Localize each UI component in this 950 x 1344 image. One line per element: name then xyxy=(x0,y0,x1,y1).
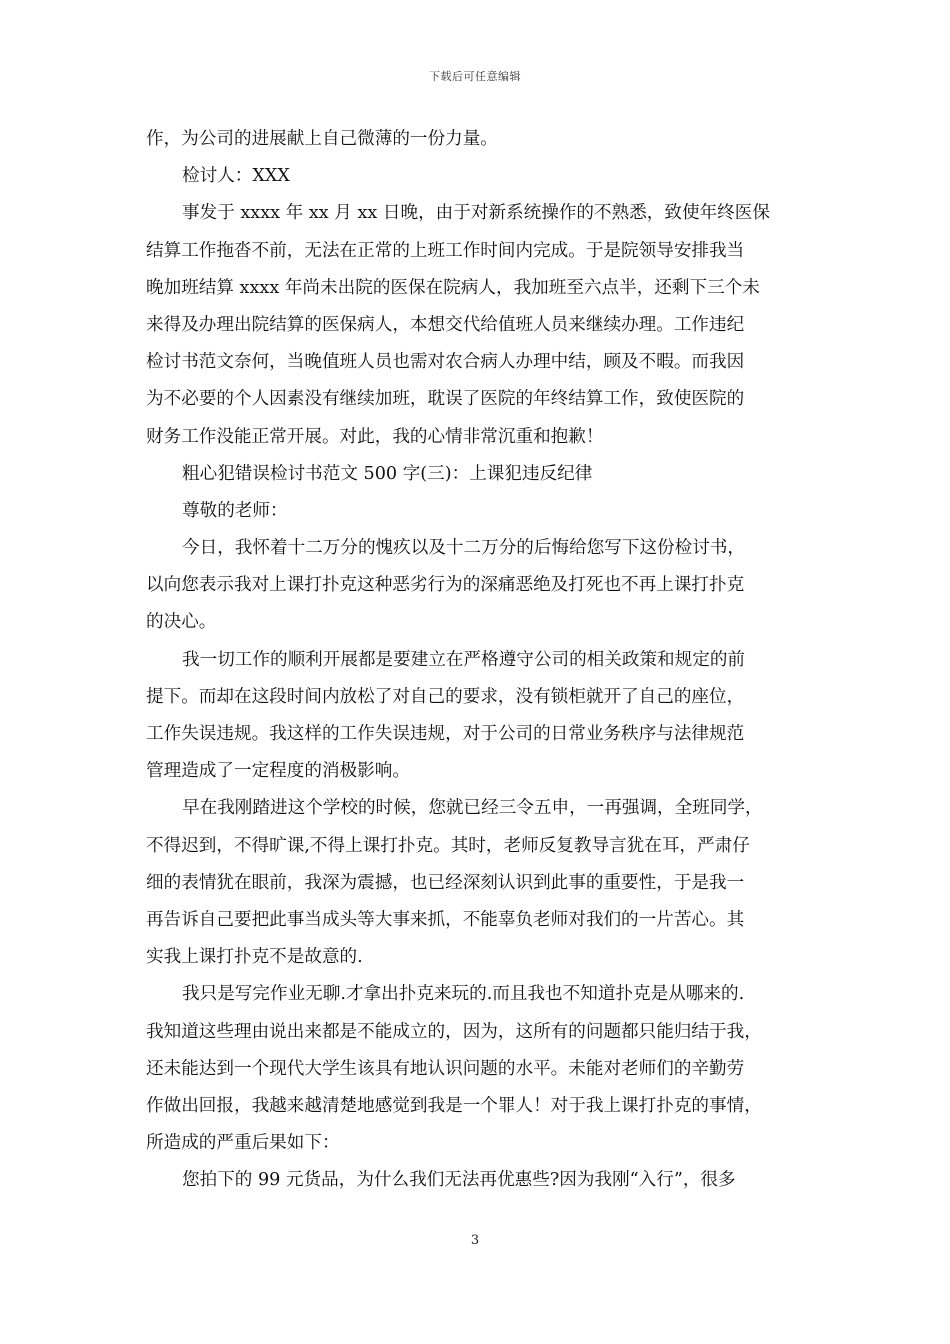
text-line: 实我上课打扑克不是故意的. xyxy=(146,947,363,968)
text-line: 结算工作拖沓不前，无法在正常的上班工作时间内完成。于是院领导安排我当 xyxy=(146,240,745,261)
text-line: 以向您表示我对上课打扑克这种恶劣行为的深痛恶绝及打死也不再上课打扑克 xyxy=(146,575,745,596)
text-line: 工作失误违规。我这样的工作失误违规，对于公司的日常业务秩序与法律规范 xyxy=(146,724,745,744)
text-line: 作做出回报，我越来越清楚地感觉到我是一个罪人！对于我上课打扑克的事情， xyxy=(146,1095,762,1116)
section-heading: 粗心犯错误检讨书范文 500 字(三)：上课犯违反纪律 xyxy=(182,463,593,484)
page-header: 下载后可任意编辑 xyxy=(429,70,521,83)
signature-line: 检讨人：XXX xyxy=(182,166,290,187)
salutation: 尊敬的老师： xyxy=(182,500,288,521)
paragraph-start: 我只是写完作业无聊.才拿出扑克来玩的.而且我也不知道扑克是从哪来的. xyxy=(182,984,745,1005)
paragraph-start: 我一切工作的顺利开展都是要建立在严格遵守公司的相关政策和规定的前 xyxy=(182,649,746,670)
text-line: 我知道这些理由说出来都是不能成立的，因为，这所有的问题都只能归结于我， xyxy=(146,1021,762,1042)
paragraph-start: 早在我刚踏进这个学校的时候，您就已经三令五申，一再强调，全班同学， xyxy=(182,798,763,819)
text-line: 管理造成了一定程度的消极影响。 xyxy=(146,761,410,782)
page-number: 3 xyxy=(470,1233,480,1248)
document-body xyxy=(146,121,806,1199)
text-line: 晚加班结算 xxxx 年尚未出院的医保在院病人，我加班至六点半，还剩下三个未 xyxy=(146,277,760,298)
text-line: 财务工作没能正常开展。对此，我的心情非常沉重和抱歉！ xyxy=(146,426,604,447)
text-line: 检讨书范文奈何，当晚值班人员也需对农合病人办理中结，顾及不暇。而我因 xyxy=(146,352,745,373)
paragraph-start: 今日，我怀着十二万分的愧疚以及十二万分的后悔给您写下这份检讨书， xyxy=(182,538,746,559)
paragraph-start: 事发于 xxxx 年 xx 月 xx 日晚，由于对新系统操作的不熟悉，致使年终医保 xyxy=(182,203,770,224)
text-line: 为不必要的个人因素没有继续加班，耽误了医院的年终结算工作，致使医院的 xyxy=(146,389,745,410)
text-line: 作，为公司的进展献上自己微薄的一份力量。 xyxy=(146,129,498,149)
text-line: 细的表情犹在眼前，我深为震撼，也已经深刻认识到此事的重要性，于是我一 xyxy=(146,872,745,893)
text-line: 的决心。 xyxy=(146,612,217,633)
text-line: 还未能达到一个现代大学生该具有地认识问题的水平。未能对老师们的辛勤劳 xyxy=(146,1058,745,1079)
paragraph-start: 您拍下的 99 元货品，为什么我们无法再优惠些?因为我刚“入行”，很多 xyxy=(182,1170,736,1191)
text-line: 所造成的严重后果如下： xyxy=(146,1133,340,1154)
text-line: 来得及办理出院结算的医保病人，本想交代给值班人员来继续办理。工作违纪 xyxy=(146,314,745,335)
text-line: 再告诉自己要把此事当成头等大事来抓，不能辜负老师对我们的一片苦心。其 xyxy=(146,909,745,930)
text-line: 不得迟到，不得旷课,不得上课打扑克。其时，老师反复教导言犹在耳，严肃仔 xyxy=(146,835,750,856)
text-line: 提下。而却在这段时间内放松了对自己的要求，没有锁柜就开了自己的座位， xyxy=(146,686,745,707)
